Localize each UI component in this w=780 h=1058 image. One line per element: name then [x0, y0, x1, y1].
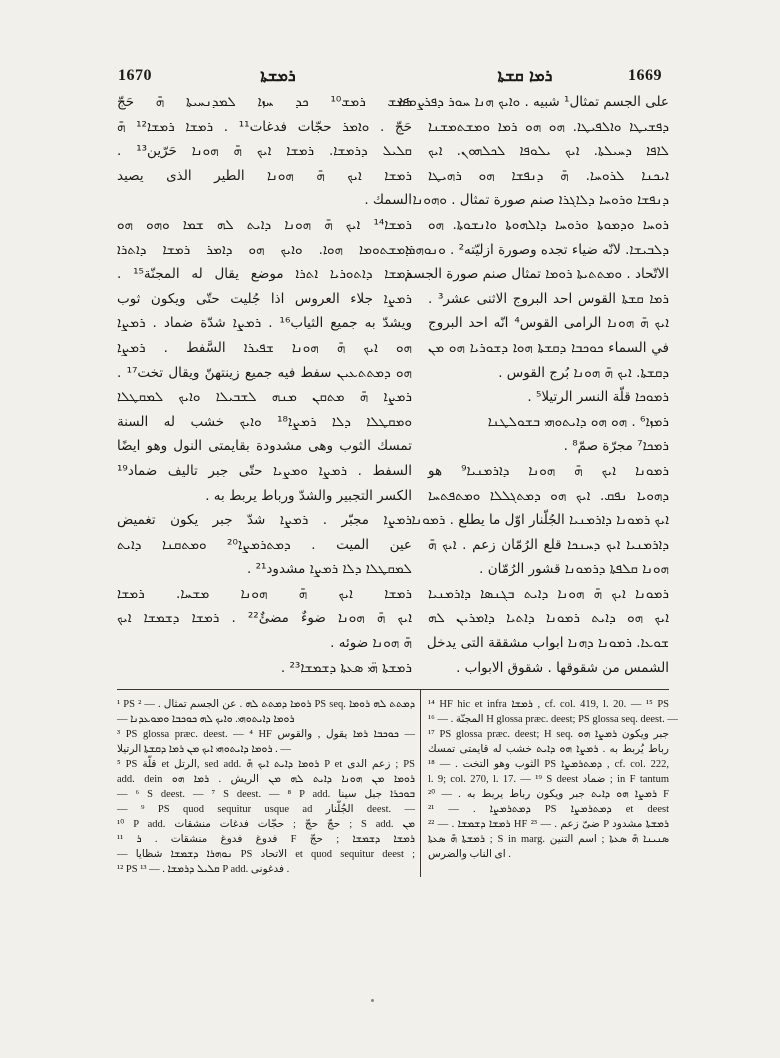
text-line: ܘܡܩܛܠܐ ܕܠܐ ܪܡܨܐ¹⁸ ܘܐܝܟ خشب له السنة: [117, 413, 412, 430]
text-line: ܐܝܟ ܪܡܘܢܐ ܕܐܪܡܢܝܐ الجُلّنار اوّل ما يطلع . ܪܡܘܢܐ: [411, 512, 669, 529]
footnote-line: المجنّة . — ¹⁶ H glossa præc. deest; PS glossa seq. deest. —: [428, 714, 678, 725]
text-line: ܕܐܪܡܢܝܐ ܐܝܟ ܕܚܢܟܐ قلع الرُمّان زعم . ܐܝܟ ܗ̄: [428, 536, 669, 553]
right-text-column: [395, 90, 670, 680]
footnote-line: — ܢܘܗܪܐ ܕܫܡܫܐ شظايا PS الاتحاد et quod sequitur deest ;: [117, 849, 415, 860]
text-line: ܪܡܫ ܪܡܫ¹⁰ ܟܕ ܚܙܐ ܠܡܕܢܚܝܬܐ ܗ̄ حَجّ: [117, 94, 412, 110]
right-page-number: 1669: [628, 67, 662, 84]
text-line: حَجّ . ܘܐܡܪ حجّات فدغات¹¹ . ܪܡܫܐ ܪܡܫܐ¹² ܗ̄: [117, 118, 412, 135]
footnote-line: ܪܡܨܐ ܗܘ ܕܐܝܬ جبر ويكون رباط يربط به . — ²⁰ F: [428, 789, 669, 800]
text-line: ܕܡܫܬܘܡܐ ܗܘܐ. ܘܐܝܟ ܗܘ ܕܐܡܪ ܪܡܫܐ ܕܐܬܪܐ: [117, 241, 412, 258]
text-line: ܐܝܟ ܗܘ ܕܐܝܬ ܪܡܘܢܐ ܕܐܬܝܐ ܕܐܡܪܝܢ ܠܗ: [428, 610, 669, 627]
text-line: ܪܡܫܬܐ ܗ̈ܝ ܣܥܬܐ ܕܫܡܫܐ²³ .: [280, 659, 412, 676]
text-line: الاتّحاد . ܘܡܬܬܝܬܐ ܪܘܡܐ تمثال صنم صورة الجسم .: [395, 266, 669, 283]
text-line: تمسك الثوب وهى مشدودة بقايمتى النول وهو ايضًا: [117, 438, 412, 455]
text-line: ويشدّ به جميع الثياب¹⁶ . ܪܡܨܐ شدّة ضماد . ܪܡܨܐ: [117, 315, 412, 332]
footnote-line: — ⁶ S deest. — ⁷ S deest. — ⁸ P add. ܒܘܟܪܐ جبل سينا: [117, 789, 416, 800]
text-line: السفط . ܪܡܨܐ ܘܡܨܝܐ حتّى جبر تاليف ضماد¹⁹: [117, 462, 412, 479]
text-line: ܪܡܫܐ ܐܝܟ ܗ̄ ܗܘܢܐ الطير الذى يصيد: [117, 167, 412, 184]
footnote-line: ܪܡܫܬܐ ܗ̄ ܣܥܬܐ ; S in marg. ܣܢܝܢܐ ܗ̄ ܣܥܬܐ ; اسم التنين: [428, 834, 670, 845]
text-line: ܪܡܘܢܐ ܐܝܟ ܗ̄ ܗܘܢܐ ܕܐܪܡܢܝܐ⁹ هو: [428, 462, 669, 479]
footnote-line: الثوب وهو التخت . — ¹⁸ PS ܕܡܬܪܡܨܐ , cf. col. 222,: [428, 759, 670, 770]
text-line: ܕܦܫܝܛܐ ܘܐܠܦܝܛܐ. ܗܘ ܗܘ ܪܡܐ ܘܡܫܬܡܫܢܐ: [428, 118, 669, 135]
footnote-line: ¹ PS ܪܘܡܐ ܕܡܬܬ ܠܗ . عن الجسم تمثال . — ² PS seq. ܕܡܬܬ ܠܗ ܪܘܡܐ: [117, 699, 416, 710]
footnote-line: فدوغ فدوغ منشقات . ܪ ¹¹ F ܪܡܫܐ ܕܫܡܫܐ ; حجّ: [117, 834, 415, 845]
text-line: ܠܐܦܐ ܕܚܝܠܬܐ. ܐܝܟ ܝܠܘܦܐ ܠܟܠܗܘܢ. ܐܝܟ: [428, 143, 669, 160]
text-line: ܪܡܘܟܐ قلّة النسر الرتيلا⁵ .: [527, 389, 669, 406]
footnote-line: add. dein ܪܘܡܐ ܡܢ ܗܘܢܐ ܕܐܝܬ ܠܗ ܡܢ الريش . ܪܡܐ ܗܘ: [117, 774, 415, 785]
footnote-line: ܪܡܫܐ ܕܫܡܫܐ . — ²² HF ضىّ زعم . — ²³ P ܪܡܫܬܐ مشدود: [428, 819, 669, 830]
footnote-line: ¹⁴ HF hic et infra ܪܡܫܐ , cf. col. 419, l. 20. — ¹⁵ PS: [428, 699, 669, 710]
left-footnotes: [117, 697, 415, 877]
text-line: السمك .: [364, 192, 412, 209]
text-line: ܪܡܨܐ ܗ̄ ܡܬܩܢ ܡܢܗ ܠܫܒܝܠܐ ܘܐܝܟ ܠܡܩܛܠܐ: [117, 389, 412, 406]
text-line: ܪܡܫܐ¹⁴ ܐܝܟ ܗ̄ ܗܘܢܐ ܕܐܝܬ ܠܗ ܫܡܐ ܘܗܘ ܗܘ: [117, 216, 412, 233]
text-line: الشمس من شقوقها . شقوق الابواب .: [456, 659, 669, 676]
text-line: ܐܝܟ ܗ̄ ܗܘܢܐ الرامى القوس⁴ انّه احد البروج: [428, 315, 670, 332]
left-text-column: [117, 90, 412, 680]
right-footnotes: [428, 697, 678, 862]
footnote-line: ܪܘܡܐ ܕܐܝܬܘܗܝ ܐܝܟ ܡܢ ܪܡܐ ܕܩܫܬܐ الرتيلا . —: [117, 744, 291, 755]
footnote-line: ⁵ PS قلّة et الرتل, sed add. ܪܘܡܐ ܕܐܝܬ ܐܝܟ ܗ̄ P et زعم الدى ; PS: [117, 759, 415, 770]
text-line: ܠܡܩܛܠܐ ܕܠܐ ܪܡܨܐ مشدود²¹ .: [247, 561, 412, 578]
text-line: ܪܡܘܢܐ ܐܝܟ ܗ̄ ܗܘܢܐ ܕܐܝܬ ܒܓܢܣܐ ܕܐܪܡܢܝܐ: [428, 585, 669, 602]
text-line: ܕܩܫܬܐ. ܐܝܟ ܗ̄ ܗܘܢܐ بُرج القوس .: [498, 364, 669, 381]
text-line: ܕܢܦܫܐ ܘܪܘܚܐ ܕܠܐܓܪܐ صنم صورة تمثال . ܘܗܘܢܐ: [412, 192, 669, 209]
text-line: ܪܡܫܐ ܐܝܟ ܗ̄ ܗܘܢܐ ܡܫܚܐ. ܪܡܫܐ: [117, 585, 412, 602]
text-line: ܕܠܒܝܫܐ. لانّه ضياء تجده وصورة ازليّته² . ܘܢܘܗܪܐ: [405, 241, 669, 258]
text-line: ܪܡܨܐ جلاء العروس اذا جُليت حتّى ويكون ثوب: [117, 290, 412, 307]
footnote-line: ¹⁰ P add. حجّ حجّ ; حجّات فدغات منشقات ; S add. ܡܢ: [117, 819, 416, 830]
footnote-line: l. 9; col. 270, l. 17. — ¹⁹ S deest ضماد ; in F tantum: [428, 774, 669, 785]
text-line: ܪܡܫܐ ܕܐܬܘܪܝܐ ܐܬܪܐ موضع يقال له المجنّة¹⁵ .: [117, 266, 412, 283]
text-line: ܗܘ ܐܝܟ ܗ̄ ܗܘܢܐ ܫܦܝܪܐ السَّفط . ܪܡܨܐ: [117, 339, 412, 356]
text-line: ܫܘܥܐ. ܪܡܘܢܐ ܕܗܢܐ ابواب مشققة التى يدخل: [426, 635, 669, 652]
footnote-line: — ܪܘܡܐ ܕܐܝܬܘܗܝ. ܘܐܝܟ ܠܗ ܟܘܟܒܐ ܘܡܘܥܕܢܐ: [117, 714, 295, 725]
text-line: ܐܝܟܢܐ ܠܪܘܚܐ. ܗ̄ ܕܢܦܫܐ ܗܘ ܪܗܝܛܐ: [428, 167, 669, 184]
footnote-line: اى الناب والضرس .: [428, 849, 511, 860]
text-line: ܐܝܟ ܗ̄ ܗܘܢܐ ضوءٌ مضئٌ²² . ܪܡܫܐ ܕܫܡܫܐ ܐܝܟ: [117, 610, 412, 627]
footnote-line: ܕܡܬܪܡܨܐ . — ²¹ PS ܕܡܬܪܡܨܐ et deest: [428, 804, 670, 815]
footnote-line: ¹⁷ PS glossa præc. deest; H seq. جبر ويكون ܪܡܨܐ ܗܘ: [428, 729, 669, 740]
text-line: ܪܘܚܐ ܘܕܡܘܬܐ ܘܪܘܚܐ ܕܐܠܗܘܬܐ ܘܐܢܫܘܬܐ. ܗܘ: [428, 216, 669, 233]
footnote-line: — ⁹ PS quod sequitur usque ad الجُلّنار deest. —: [117, 804, 416, 815]
footnote-separator-rule: [117, 689, 669, 690]
footnote-line: ¹² PS ܩܠܝܠ ܕܪܡܫܐ . — ¹³ P add. فدغونى .: [117, 864, 290, 875]
text-line: ܪܡܙܐ⁶ . ܗܘ ܗܘ ܕܐܝܬܘܗܝ ܒܫܘܠܛܢܐ: [487, 413, 669, 430]
text-line: ܪܡܐ ܩܫܬܐ القوس احد البروج الاثنى عشر³ .: [428, 290, 669, 307]
right-running-title: ܪܡܐ ܩܫܬܐ: [497, 66, 553, 85]
text-line: الكسر التجبير والشدّ ورباط يربط به .: [205, 487, 412, 504]
left-page-number: 1670: [118, 67, 152, 84]
text-line: ܗ̄ ܗܘܢܐ ضوئه .: [330, 635, 412, 652]
footnote-line: رباط يُربط به . ܪܡܨܐ ܗܘ ܕܐܝܬ خشب له قايمتى تمسك: [428, 744, 669, 755]
text-line: ܗܘܢܐ ܩܠܦܬܐ ܕܪܡܘܢܐ قشور الرُمّان .: [479, 561, 669, 578]
text-line: ܪܡܨܐ مجبّر . ܪܡܨܐ شدّ جبر يكون تغميض: [117, 512, 412, 529]
footnote-line: ³ PS glossa præc. deest. — ⁴ HF ܟܘܟܒܐ ܪܡܐ يقول , والقوس —: [117, 729, 415, 740]
text-line: ܕܗܘܝܐ ܢܦܩ. ܐܝܟ ܗܘ ܕܡܬܓܠܠܐ ܘܡܬܦܬܚܐ: [428, 487, 669, 504]
footnote-column-divider: [420, 689, 421, 877]
text-line: ܗܘ ܕܡܬܬܥܝܢ سفط فيه جميع زينتهنّ ويقال تخت¹⁷ .: [117, 364, 412, 381]
text-line: ܪܡܟܐ⁷ مجرّة صمّ⁸ .: [563, 438, 669, 455]
left-running-title: ܪܡܫܬܐ: [260, 66, 296, 85]
text-line: في السماء ܟܘܟܒܐ ܕܩܫܬܐ ܗܘܐ ܕܫܘܪܝܐ ܗܘ ܡܢ: [428, 339, 669, 356]
text-line: عين الميت . ܕܡܬܪܡܨܐ²⁰ ܘܡܬܩܢܐ ܕܐܝܬ: [117, 536, 412, 553]
text-line: ܩܠܝܠ ܕܪܡܫܐ. ܪܡܫܐ ܐܝܟ ܗ̄ ܗܘܢܐ حَرّين¹³ .: [117, 143, 412, 160]
text-line: على الجسم تمثال¹ شبيه . ܘܐܝܟ ܗܢܐ ܚܘܪ ܕܦܪܨܘܦܐ: [398, 94, 669, 110]
scan-speck: [371, 999, 374, 1002]
